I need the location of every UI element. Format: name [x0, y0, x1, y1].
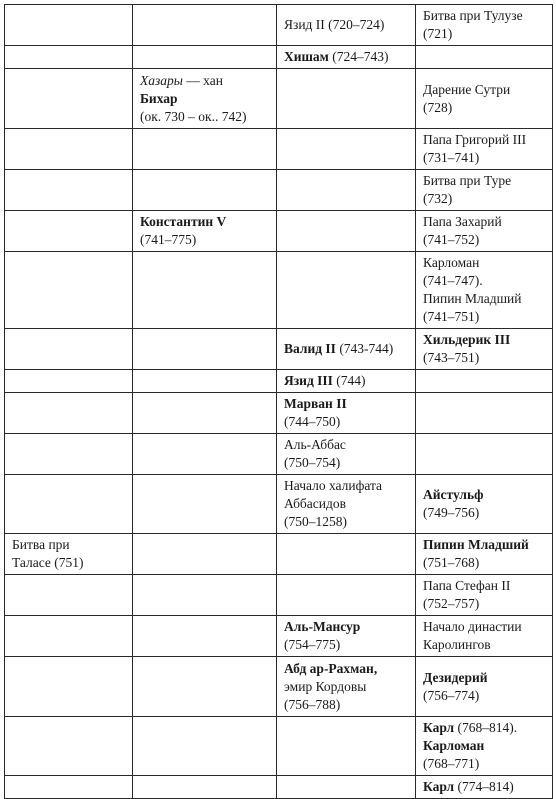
cell-line [423, 213, 546, 231]
table-row [5, 575, 553, 616]
cell-franks-papacy [416, 370, 553, 393]
cell-line [423, 331, 546, 349]
cell-caliphate [277, 534, 416, 575]
cell-byzantium-khazars [133, 370, 277, 393]
cell-byzantium-khazars [133, 475, 277, 534]
bold-text: Дезидерий [423, 669, 488, 685]
table-row [5, 717, 553, 776]
plain-text: Аль-Аббас [284, 437, 346, 452]
cell-franks-papacy [416, 717, 553, 776]
plain-text: (768–814). [454, 720, 518, 735]
cell-line [423, 536, 546, 554]
cell-caliphate [277, 69, 416, 129]
cell-region-west-event [5, 129, 133, 170]
plain-text: Дарение Сутри [423, 81, 511, 97]
plain-text: (724–743) [328, 49, 389, 64]
bold-text: Язид III [284, 373, 333, 388]
cell-byzantium-khazars [133, 575, 277, 616]
table-row [5, 211, 553, 252]
cell-line [140, 90, 270, 108]
cell-byzantium-khazars [133, 776, 277, 799]
plain-text: (754–775) [284, 637, 341, 652]
bold-text: Карломан [423, 738, 485, 753]
plain-text: (ок. 730 – ок.. 742) [140, 108, 247, 124]
plain-text: (750–754) [284, 455, 341, 470]
bold-text: Карл [423, 720, 455, 735]
cell-line [284, 678, 409, 696]
cell-line [423, 577, 546, 595]
cell-franks-papacy [416, 211, 553, 252]
cell-line [284, 660, 409, 678]
cell-line [284, 636, 409, 654]
table-row [5, 46, 553, 69]
cell-region-west-event [5, 46, 133, 69]
bold-text: Бихар [140, 90, 178, 106]
cell-region-west-event [5, 657, 133, 717]
plain-text: (741–747). [423, 273, 483, 288]
cell-byzantium-khazars [133, 329, 277, 370]
plain-text: (750–1258) [284, 514, 347, 529]
cell-line [423, 190, 546, 208]
cell-byzantium-khazars [133, 170, 277, 211]
cell-line [423, 149, 546, 167]
bold-text: Константин V [140, 214, 227, 229]
plain-text: (741–752) [423, 232, 480, 247]
cell-franks-papacy [416, 329, 553, 370]
plain-text: (731–741) [423, 150, 480, 165]
table-row [5, 252, 553, 329]
table-row [5, 393, 553, 434]
italic-text: Хазары [140, 72, 183, 88]
plain-text: (744–750) [284, 414, 341, 429]
cell-line [423, 254, 546, 272]
cell-line [12, 554, 126, 572]
cell-line [423, 308, 546, 326]
cell-region-west-event [5, 575, 133, 616]
plain-text: Папа Стефан II [423, 578, 511, 593]
cell-line [423, 636, 546, 654]
cell-byzantium-khazars [133, 434, 277, 475]
cell-line [140, 72, 270, 90]
cell-franks-papacy [416, 475, 553, 534]
cell-byzantium-khazars [133, 717, 277, 776]
cell-franks-papacy [416, 129, 553, 170]
plain-text: Аббасидов [284, 496, 347, 511]
cell-byzantium-khazars [133, 129, 277, 170]
cell-region-west-event [5, 717, 133, 776]
cell-line [423, 349, 546, 367]
plain-text: Начало династии [423, 619, 522, 634]
cell-caliphate [277, 575, 416, 616]
bold-text: Валид II [284, 341, 336, 356]
cell-caliphate [277, 434, 416, 475]
cell-line [140, 231, 270, 249]
cell-region-west-event [5, 534, 133, 575]
plain-text: (721) [423, 26, 453, 41]
table-row [5, 370, 553, 393]
plain-text: (741–751) [423, 309, 480, 324]
plain-text: Язид II (720–724) [284, 17, 385, 32]
plain-text: (744) [332, 373, 366, 388]
cell-byzantium-khazars [133, 5, 277, 46]
cell-line [284, 372, 409, 390]
cell-caliphate [277, 717, 416, 776]
cell-line [423, 290, 546, 308]
cell-byzantium-khazars [133, 616, 277, 657]
cell-line [423, 618, 546, 636]
table-row [5, 5, 553, 46]
cell-line [284, 618, 409, 636]
cell-line [140, 108, 270, 126]
cell-region-west-event [5, 211, 133, 252]
cell-caliphate [277, 211, 416, 252]
table-row [5, 475, 553, 534]
cell-region-west-event [5, 370, 133, 393]
plain-text: Битва при Туре [423, 173, 512, 188]
cell-line [284, 696, 409, 714]
plain-text: Пипин Младший [423, 291, 522, 306]
cell-caliphate [277, 170, 416, 211]
cell-franks-papacy [416, 252, 553, 329]
cell-line [284, 454, 409, 472]
cell-line [423, 755, 546, 773]
cell-line [284, 48, 409, 66]
plain-text: Папа Захарий [423, 214, 502, 229]
cell-region-west-event [5, 69, 133, 129]
cell-franks-papacy [416, 575, 553, 616]
cell-line [423, 131, 546, 149]
cell-line [284, 413, 409, 431]
plain-text: Битва при [12, 537, 70, 552]
cell-line [423, 25, 546, 43]
plain-text: (768–771) [423, 756, 480, 771]
cell-franks-papacy [416, 393, 553, 434]
bold-text: Пипин Младший [423, 537, 529, 552]
cell-line [284, 436, 409, 454]
bold-text: Карл [423, 779, 455, 794]
cell-caliphate [277, 5, 416, 46]
bold-text: Аль-Мансур [284, 619, 361, 634]
cell-line [284, 477, 409, 495]
cell-region-west-event [5, 329, 133, 370]
cell-line [284, 495, 409, 513]
cell-line [423, 554, 546, 572]
cell-line [284, 513, 409, 531]
plain-text: (732) [423, 191, 453, 206]
cell-region-west-event [5, 616, 133, 657]
cell-caliphate [277, 393, 416, 434]
cell-byzantium-khazars [133, 534, 277, 575]
cell-line [423, 595, 546, 613]
bold-text: Айстульф [423, 487, 484, 502]
cell-caliphate [277, 252, 416, 329]
cell-line [284, 395, 409, 413]
bold-text: Хишам [284, 49, 329, 64]
cell-caliphate [277, 616, 416, 657]
cell-caliphate [277, 46, 416, 69]
plain-text: Каролингов [423, 637, 491, 652]
cell-line [423, 231, 546, 249]
cell-line [423, 99, 546, 117]
cell-franks-papacy [416, 434, 553, 475]
plain-text: Начало халифата [284, 478, 383, 493]
cell-caliphate [277, 657, 416, 717]
cell-byzantium-khazars [133, 46, 277, 69]
plain-text: (756–788) [284, 696, 341, 712]
table-row [5, 534, 553, 575]
cell-franks-papacy [416, 69, 553, 129]
plain-text: (743-744) [335, 341, 394, 356]
cell-byzantium-khazars [133, 657, 277, 717]
cell-byzantium-khazars [133, 69, 277, 129]
plain-text: (728) [423, 99, 453, 115]
cell-franks-papacy [416, 657, 553, 717]
cell-franks-papacy [416, 776, 553, 799]
cell-line [423, 172, 546, 190]
plain-text: (756–774) [423, 687, 480, 703]
cell-byzantium-khazars [133, 393, 277, 434]
plain-text: (751–768) [423, 555, 480, 570]
cell-byzantium-khazars [133, 211, 277, 252]
cell-caliphate [277, 370, 416, 393]
bold-text: Марван II [284, 396, 347, 411]
table-row [5, 776, 553, 799]
plain-text: — хан [182, 72, 223, 88]
cell-line [423, 687, 546, 705]
cell-caliphate [277, 475, 416, 534]
table-row [5, 69, 553, 129]
cell-region-west-event [5, 5, 133, 46]
cell-franks-papacy [416, 616, 553, 657]
plain-text: (752–757) [423, 596, 480, 611]
cell-line [423, 272, 546, 290]
cell-line [423, 7, 546, 25]
table-row [5, 616, 553, 657]
cell-line [423, 737, 546, 755]
cell-franks-papacy [416, 534, 553, 575]
cell-byzantium-khazars [133, 252, 277, 329]
cell-line [423, 81, 546, 99]
cell-region-west-event [5, 393, 133, 434]
cell-line [423, 486, 546, 504]
cell-line [423, 778, 546, 796]
cell-line [423, 669, 546, 687]
cell-franks-papacy [416, 5, 553, 46]
cell-caliphate [277, 129, 416, 170]
cell-line [423, 504, 546, 522]
plain-text: Битва при Тулузе [423, 8, 523, 23]
table-row [5, 129, 553, 170]
cell-region-west-event [5, 434, 133, 475]
cell-line [12, 536, 126, 554]
cell-franks-papacy [416, 46, 553, 69]
plain-text: (741–775) [140, 232, 197, 247]
cell-region-west-event [5, 252, 133, 329]
cell-line [284, 340, 409, 358]
cell-region-west-event [5, 776, 133, 799]
cell-region-west-event [5, 475, 133, 534]
cell-caliphate [277, 776, 416, 799]
plain-text: Папа Григорий III [423, 132, 527, 147]
table-row [5, 170, 553, 211]
plain-text: эмир Кордовы [284, 678, 367, 694]
cell-franks-papacy [416, 170, 553, 211]
table-row [5, 329, 553, 370]
table-row [5, 434, 553, 475]
plain-text: (774–814) [454, 779, 514, 794]
plain-text: (743–751) [423, 350, 480, 365]
chronology-table [4, 4, 553, 799]
cell-line [284, 16, 409, 34]
bold-text: Хильдерик III [423, 332, 511, 347]
cell-region-west-event [5, 170, 133, 211]
plain-text: Таласе (751) [12, 555, 84, 570]
cell-line [423, 719, 546, 737]
plain-text: Карломан [423, 255, 480, 270]
plain-text: (749–756) [423, 505, 480, 520]
cell-line [140, 213, 270, 231]
table-row [5, 657, 553, 717]
bold-text: Абд ар-Рахман, [284, 660, 378, 676]
chronology-table-body [5, 5, 553, 799]
cell-caliphate [277, 329, 416, 370]
